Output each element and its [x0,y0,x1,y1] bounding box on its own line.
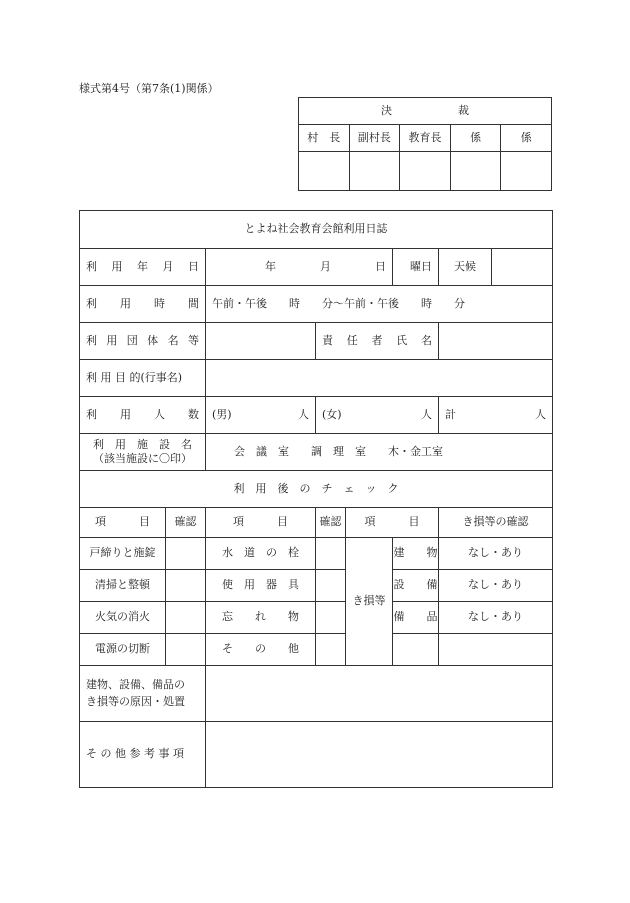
group-name-field[interactable] [206,323,316,360]
group-label-2: 用 [106,333,118,347]
date-field[interactable] [206,249,393,286]
weekday-field[interactable]: 曜日 [393,249,439,286]
stamp-box-deputy[interactable] [349,152,400,191]
damage-value-fixtures[interactable]: なし・あり [439,602,553,634]
check-confirm-power[interactable] [166,634,206,666]
cause-label [80,666,206,722]
approval-role-superintendent: 教育長 [400,125,451,152]
damage-value-blank[interactable] [439,634,553,666]
purpose-label: 利 用 目 的(行事名) [80,360,206,397]
time-label-3: 時 [154,296,165,310]
facility-label-line-1: 利 用 施 設 名 [93,438,192,452]
check-confirm-cleaning[interactable] [166,570,206,602]
people-label-4: 数 [188,407,199,421]
check-confirm-lost-items[interactable] [316,602,346,634]
total-count-field[interactable] [439,397,553,434]
responsible-name-field[interactable] [439,323,553,360]
check-item-fire: 火気の消火 [80,602,166,634]
people-label-3: 人 [154,407,165,421]
group-label-5: 名 [167,333,179,347]
date-label-1: 利 [86,259,97,273]
approval-stamp-table [298,97,552,191]
resp-label-1: 責 [322,333,333,347]
resp-label-2: 任 [346,333,358,347]
facility-label [80,434,206,471]
resp-label-5: 名 [421,333,432,347]
check-head-confirm-2: 確認 [316,508,346,538]
check-confirm-water[interactable] [316,538,346,570]
facility-options[interactable]: 会 議 室 調 理 室 木・金工室 [206,434,553,471]
male-label: (男) [212,407,232,421]
check-confirm-lock[interactable] [166,538,206,570]
male-unit: 人 [298,407,309,421]
usage-log-table [79,210,553,788]
notes-field[interactable] [206,722,553,788]
cause-label-line-1: 建物、設備、備品の [86,678,185,691]
people-label [80,397,206,434]
check-item-equipment: 使 用 器 具 [206,570,316,602]
resp-label-3: 者 [371,333,383,347]
date-label [80,249,206,286]
damage-value-facility[interactable]: なし・あり [439,570,553,602]
time-label-2: 用 [120,296,131,310]
approval-role-staff-1: 係 [450,125,501,152]
stamp-box-staff-1[interactable] [450,152,501,191]
damage-item-facility: 設 備 [393,570,439,602]
stamp-box-mayor[interactable] [299,152,350,191]
check-head-item-2: 項 目 [206,508,316,538]
check-item-lock: 戸締りと施錠 [80,538,166,570]
check-head-item-1: 項 目 [80,508,166,538]
notes-label: そ の 他 参 考 事 項 [80,722,206,788]
check-item-lost-items: 忘 れ 物 [206,602,316,634]
date-label-5: 日 [188,259,199,273]
check-confirm-other[interactable] [316,634,346,666]
damage-value-building[interactable]: なし・あり [439,538,553,570]
group-label-4: 体 [147,333,159,347]
check-item-water: 水 道 の 栓 [206,538,316,570]
total-unit: 人 [535,407,546,421]
male-count-field[interactable] [206,397,316,434]
responsible-label [316,323,439,360]
people-label-2: 用 [120,407,131,421]
total-label: 計 [445,407,456,421]
group-label-6: 等 [187,333,199,347]
weather-field[interactable] [492,249,553,286]
female-label: (女) [322,407,342,421]
damage-item-fixtures: 備 品 [393,602,439,634]
check-item-cleaning: 清掃と整頓 [80,570,166,602]
damage-item-blank[interactable] [393,634,439,666]
cause-label-line-2: き損等の原因・処置 [86,694,185,708]
approval-role-mayor: 村 長 [299,125,350,152]
month-unit: 月 [320,259,331,273]
approval-title: 決 裁 [299,98,552,125]
female-count-field[interactable] [316,397,439,434]
time-label-4: 間 [188,296,199,310]
date-label-3: 年 [137,259,148,273]
weather-label: 天候 [439,249,492,286]
purpose-field[interactable] [206,360,553,397]
cause-field[interactable] [206,666,553,722]
female-unit: 人 [421,407,432,421]
date-label-4: 月 [162,259,174,273]
stamp-box-superintendent[interactable] [400,152,451,191]
approval-role-staff-2: 係 [501,125,552,152]
check-confirm-equipment[interactable] [316,570,346,602]
damage-label: き損等 [346,538,393,666]
damage-item-building: 建 物 [393,538,439,570]
group-label-3: 団 [126,333,138,347]
form-reference: 様式第4号（第7条(1)関係） [79,82,219,95]
date-label-2: 用 [111,259,123,273]
check-item-power: 電源の切断 [80,634,166,666]
stamp-box-staff-2[interactable] [501,152,552,191]
time-field[interactable]: 午前・午後 時 分～午前・午後 時 分 [206,286,553,323]
time-label-1: 利 [86,296,97,310]
day-unit: 日 [375,259,386,273]
group-label-1: 利 [86,333,97,347]
check-section-title: 利 用 後 の チ ェ ッ ク [80,471,553,508]
approval-role-deputy: 副村長 [349,125,400,152]
group-label [80,323,206,360]
people-label-1: 利 [86,407,97,421]
time-label [80,286,206,323]
resp-label-4: 氏 [396,333,408,347]
check-head-confirm-1: 確認 [166,508,206,538]
year-unit: 年 [265,259,276,273]
check-head-item-3: 項 目 [346,508,439,538]
check-head-damage: き損等の確認 [439,508,553,538]
facility-label-line-2: （該当施設に〇印） [93,452,192,465]
check-confirm-fire[interactable] [166,602,206,634]
log-title: とよね社会教育会館利用日誌 [80,211,553,249]
check-item-other: そ の 他 [206,634,316,666]
